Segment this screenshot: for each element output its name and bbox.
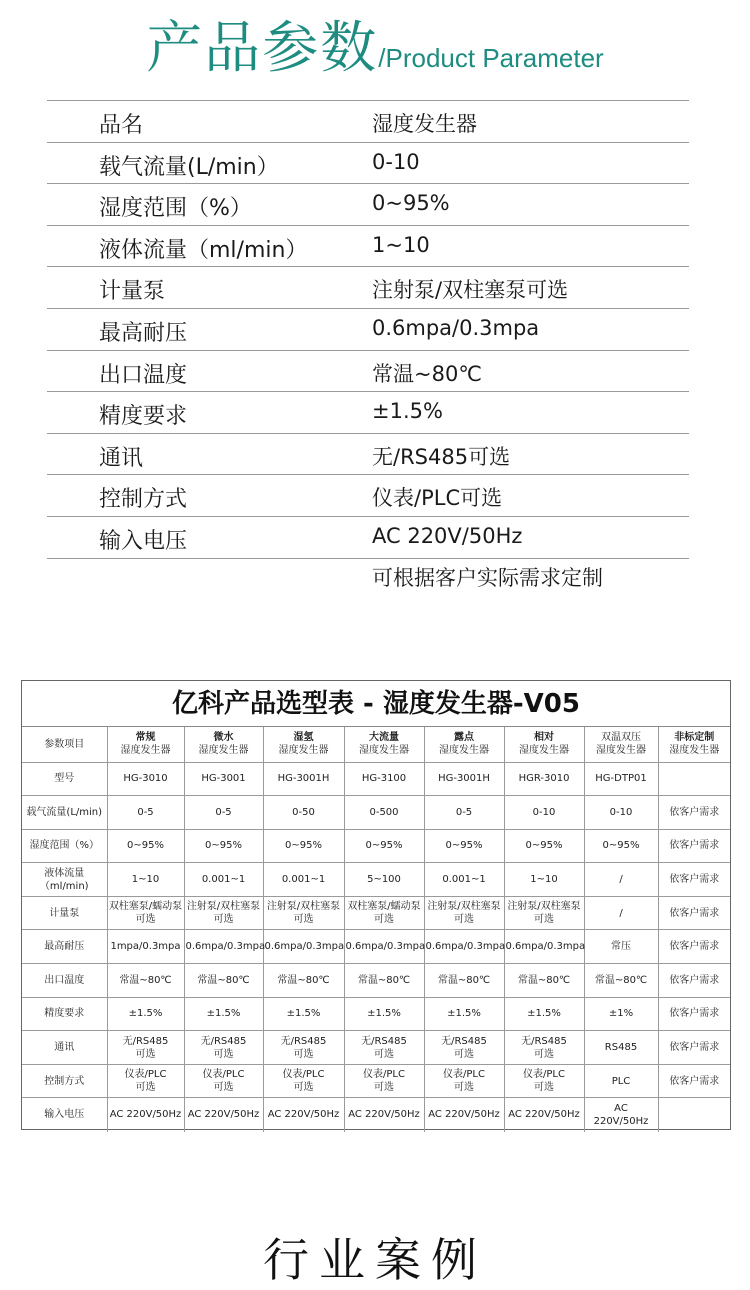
row-label: 精度要求	[22, 997, 107, 1031]
table-cell	[584, 829, 658, 863]
cell-text: 依客户需求	[669, 806, 720, 818]
cell-text: 仪表/PLC	[124, 1069, 167, 1081]
table-column-header	[184, 727, 263, 762]
cell-text: 可选	[213, 1048, 234, 1060]
column-type: 非标定制	[674, 732, 715, 744]
table-row	[22, 1064, 730, 1098]
table-cell	[584, 930, 658, 964]
param-value: 0-10	[372, 149, 420, 174]
table-cell	[658, 930, 730, 964]
table-cell	[504, 997, 584, 1031]
table-cell	[424, 964, 504, 998]
table-column-header	[504, 727, 584, 762]
selection-table-title: 亿科产品选型表 - 湿度发生器-V05	[22, 681, 730, 727]
table-cell	[504, 1064, 584, 1098]
table-cell	[658, 829, 730, 863]
cell-text: HG-3010	[123, 773, 168, 785]
table-cell	[184, 930, 266, 964]
param-value: 常温~80℃	[372, 361, 482, 386]
column-product: 湿度发生器	[439, 745, 489, 757]
cell-text: /	[619, 874, 623, 886]
cell-text: 1~10	[131, 874, 160, 886]
cell-text: ±1.5%	[367, 1008, 401, 1020]
param-row	[47, 183, 689, 225]
cell-text: 无/RS485	[280, 1035, 327, 1047]
table-cell	[504, 930, 584, 964]
table-row	[22, 930, 730, 964]
param-value: 0~95%	[372, 191, 450, 216]
table-cell	[263, 896, 344, 930]
param-key: 载气流量(L/min）	[99, 154, 279, 180]
cell-text: 0.6mpa/0.3mpa	[264, 941, 345, 953]
table-cell	[658, 1098, 730, 1132]
cell-text: 可选	[293, 1082, 314, 1094]
table-cell	[263, 863, 344, 897]
param-value: AC 220V/50Hz	[372, 523, 523, 548]
cell-text: 依客户需求	[669, 1042, 720, 1054]
table-row	[22, 997, 730, 1031]
cell-text: 可选	[534, 914, 554, 926]
param-row	[47, 474, 689, 516]
table-cell	[584, 964, 658, 998]
param-list-bottom-divider	[47, 558, 689, 559]
column-product: 湿度发生器	[519, 745, 569, 757]
cell-text: 可选	[374, 914, 394, 926]
cell-text: 注射泵/双柱塞泵	[266, 901, 341, 913]
cell-text: AC 220V/50Hz	[508, 1109, 580, 1121]
cell-text: 可选	[454, 914, 474, 926]
table-cell	[344, 896, 424, 930]
table-cell	[107, 762, 184, 796]
section-header	[0, 4, 750, 84]
table-cell	[184, 863, 263, 897]
param-row	[47, 308, 689, 350]
column-product: 湿度发生器	[278, 745, 329, 757]
cell-text: ±1.5%	[128, 1008, 163, 1020]
table-column-header	[424, 727, 504, 762]
cell-text: 0-5	[215, 806, 232, 818]
table-cell	[658, 762, 730, 796]
cell-text: 常温~80℃	[437, 974, 491, 986]
table-cell	[658, 796, 730, 830]
cell-text: 仪表/PLC	[523, 1069, 565, 1081]
param-key: 湿度范围（%）	[99, 196, 252, 222]
table-row	[22, 829, 730, 863]
table-cell	[107, 1031, 184, 1065]
column-product: 湿度发生器	[359, 745, 409, 757]
column-product: 湿度发生器	[596, 745, 646, 757]
table-cell	[658, 1064, 730, 1098]
table-cell	[424, 829, 504, 863]
table-cell	[107, 896, 184, 930]
table-cell	[584, 762, 658, 796]
column-type: 湿氢	[293, 732, 314, 744]
cell-text: 依客户需求	[669, 941, 720, 953]
table-cell	[344, 1031, 424, 1065]
cell-text: 0~95%	[445, 840, 483, 852]
table-cell	[184, 829, 263, 863]
table-cell	[424, 1064, 504, 1098]
cell-text: 常温~80℃	[277, 974, 330, 986]
table-cell	[184, 1098, 263, 1132]
table-cell	[658, 1031, 730, 1065]
cell-text: 1mpa/0.3mpa	[110, 941, 181, 953]
param-key: 精度要求	[99, 404, 188, 430]
table-cell	[584, 1031, 658, 1065]
cell-text: 0~95%	[602, 840, 640, 852]
cell-text: 依客户需求	[669, 840, 720, 852]
table-cell	[184, 796, 263, 830]
table-cell	[263, 829, 344, 863]
cell-text: 可选	[534, 1082, 554, 1094]
table-cell	[344, 1064, 424, 1098]
page-title-cn: 产品参数	[146, 16, 379, 81]
selection-table	[22, 727, 730, 1132]
table-column-header	[584, 727, 658, 762]
cell-text: 常压	[611, 941, 631, 953]
column-type: 相对	[534, 732, 554, 744]
cell-text: 可选	[135, 914, 156, 926]
cell-text: AC 220V/50Hz	[348, 1109, 420, 1121]
param-row	[47, 516, 689, 558]
cell-text: 0~95%	[365, 840, 403, 852]
cell-text: 0~95%	[525, 840, 563, 852]
cell-text: 仪表/PLC	[282, 1069, 325, 1081]
table-cell	[107, 829, 184, 863]
table-cell	[107, 1098, 184, 1132]
table-cell	[424, 896, 504, 930]
column-type: 大流量	[369, 732, 399, 744]
cell-text: 依客户需求	[669, 907, 720, 919]
table-row	[22, 964, 730, 998]
table-column-header	[263, 727, 344, 762]
row-label: 计量泵	[22, 896, 107, 930]
table-cell	[584, 863, 658, 897]
column-type: 双温双压	[601, 732, 641, 744]
cell-text: 0.001~1	[281, 874, 326, 886]
table-cell	[344, 863, 424, 897]
param-row	[47, 142, 689, 184]
cell-text: AC 220V/50Hz	[187, 1109, 260, 1121]
param-key: 出口温度	[99, 362, 188, 388]
row-label: 通讯	[22, 1031, 107, 1065]
table-cell	[424, 1031, 504, 1065]
cell-text: ±1.5%	[447, 1008, 481, 1020]
cell-text: 常温~80℃	[517, 974, 571, 986]
cell-text: 1~10	[530, 874, 558, 886]
cell-text: 依客户需求	[669, 1008, 720, 1020]
table-cell	[263, 930, 344, 964]
cell-text: 0-5	[455, 806, 473, 818]
cell-text: 常温~80℃	[119, 974, 172, 986]
table-cell	[584, 796, 658, 830]
param-row	[47, 225, 689, 267]
column-product: 湿度发生器	[669, 745, 720, 757]
table-row	[22, 896, 730, 930]
cell-text: 常温~80℃	[594, 974, 648, 986]
row-label: 控制方式	[22, 1064, 107, 1098]
table-cell	[504, 964, 584, 998]
param-row	[47, 391, 689, 433]
cell-text: 注射泵/双柱塞泵	[507, 901, 581, 913]
param-row	[47, 100, 689, 142]
table-cell	[263, 1064, 344, 1098]
cell-text: 0.001~1	[201, 874, 246, 886]
param-value: 0.6mpa/0.3mpa	[372, 315, 540, 340]
table-cell	[424, 997, 504, 1031]
cell-text: HG-DTP01	[595, 773, 647, 785]
table-cell	[424, 863, 504, 897]
cell-text: 仪表/PLC	[202, 1069, 245, 1081]
cell-text: 可选	[293, 914, 314, 926]
table-cell	[184, 964, 263, 998]
table-cell	[504, 896, 584, 930]
cell-text: 依客户需求	[669, 1075, 720, 1087]
cell-text: PLC	[611, 1075, 631, 1087]
param-value: 无/RS485可选	[372, 444, 511, 469]
cell-text: 注射泵/双柱塞泵	[427, 901, 501, 913]
param-key: 控制方式	[99, 487, 188, 513]
column-type: 露点	[454, 732, 474, 744]
table-cell	[107, 930, 184, 964]
table-cell	[424, 1098, 504, 1132]
param-key: 计量泵	[99, 279, 166, 305]
table-cell	[184, 1031, 263, 1065]
cell-text: 0-10	[532, 806, 556, 818]
row-label: 液体流量（ml/min)	[22, 863, 107, 897]
cell-text: 双柱塞泵/蠕动泵	[108, 901, 183, 913]
cell-text: 仪表/PLC	[443, 1069, 485, 1081]
param-key: 通讯	[99, 445, 144, 471]
cell-text: 可选	[534, 1048, 554, 1060]
table-cell	[584, 997, 658, 1031]
cell-text: ±1.5%	[527, 1008, 561, 1020]
cell-text: AC 220V/50Hz	[428, 1109, 500, 1121]
param-key: 液体流量（ml/min）	[99, 237, 308, 263]
cell-text: 可选	[135, 1048, 156, 1060]
param-value: 仪表/PLC可选	[372, 486, 503, 511]
cell-text: HG-3001H	[277, 773, 330, 785]
cell-text: AC 220V/50Hz	[593, 1102, 649, 1127]
cell-text: RS485	[604, 1042, 638, 1054]
param-value: 1~10	[372, 232, 430, 257]
cell-text: HGR-3010	[518, 773, 570, 785]
cell-text: 无/RS485	[122, 1035, 169, 1047]
table-cell	[263, 1031, 344, 1065]
cell-text: 可选	[374, 1082, 394, 1094]
param-value: 注射泵/双柱塞泵可选	[372, 278, 569, 303]
table-cell	[658, 863, 730, 897]
cell-text: 无/RS485	[521, 1035, 567, 1047]
table-cell	[263, 997, 344, 1031]
table-cell	[107, 796, 184, 830]
table-cell	[107, 997, 184, 1031]
cell-text: 可选	[135, 1082, 156, 1094]
row-label: 出口温度	[22, 964, 107, 998]
customization-note: 可根据客户实际需求定制	[372, 566, 603, 590]
cell-text: 无/RS485	[200, 1035, 247, 1047]
table-cell	[504, 1031, 584, 1065]
table-cell	[107, 863, 184, 897]
cell-text: 常温~80℃	[357, 974, 411, 986]
table-cell	[263, 762, 344, 796]
table-column-header	[107, 727, 184, 762]
param-value: 湿度发生器	[372, 112, 477, 136]
industry-cases-heading: 行业案例	[263, 1233, 487, 1287]
row-label: 型号	[22, 762, 107, 796]
cell-text: 0-500	[369, 806, 399, 818]
cell-text: 0.6mpa/0.3mpa	[425, 941, 506, 953]
cell-text: 0.6mpa/0.3mpa	[505, 941, 586, 953]
cell-text: AC 220V/50Hz	[267, 1109, 340, 1121]
cell-text: 0-50	[292, 806, 315, 818]
table-cell	[584, 1064, 658, 1098]
cell-text: 可选	[454, 1048, 474, 1060]
table-cell	[184, 997, 263, 1031]
table-cell	[107, 1064, 184, 1098]
row-label: 湿度范围（%）	[22, 829, 107, 863]
table-cell	[344, 829, 424, 863]
table-cell	[658, 997, 730, 1031]
table-cell	[584, 896, 658, 930]
table-cell	[504, 863, 584, 897]
table-row	[22, 1098, 730, 1132]
cell-text: 双柱塞泵/蠕动泵	[347, 901, 421, 913]
cell-text: 0.6mpa/0.3mpa	[345, 941, 426, 953]
table-cell	[504, 762, 584, 796]
table-row	[22, 762, 730, 796]
table-cell	[344, 796, 424, 830]
table-cell	[263, 1098, 344, 1132]
cell-text: 无/RS485	[441, 1035, 487, 1047]
cell-text: 可选	[454, 1082, 474, 1094]
cell-text: 0-5	[137, 806, 154, 818]
table-cell	[504, 829, 584, 863]
column-type: 常规	[135, 732, 156, 744]
cell-text: 注射泵/双柱塞泵	[186, 901, 261, 913]
cell-text: /	[619, 907, 623, 919]
cell-text: ±1.5%	[286, 1008, 321, 1020]
table-cell	[184, 1064, 263, 1098]
table-column-header	[658, 727, 730, 762]
column-product: 湿度发生器	[198, 745, 249, 757]
cell-text: 常温~80℃	[197, 974, 250, 986]
table-cell	[658, 964, 730, 998]
cell-text: 可选	[213, 1082, 234, 1094]
table-header-row	[22, 727, 730, 762]
page-title-en: /Product Parameter	[378, 43, 604, 73]
table-cell	[424, 930, 504, 964]
param-value: ±1.5%	[372, 399, 443, 424]
column-type: 微水	[213, 732, 234, 744]
table-column-header	[344, 727, 424, 762]
cell-text: 0~95%	[285, 840, 322, 852]
table-cell	[263, 964, 344, 998]
cell-text: HG-3001	[201, 773, 246, 785]
table-cell	[184, 896, 263, 930]
cell-text: 0.6mpa/0.3mpa	[185, 941, 266, 953]
param-key: 输入电压	[99, 528, 188, 554]
table-cell	[344, 1098, 424, 1132]
table-header-label: 参数项目	[22, 727, 107, 762]
param-row	[47, 433, 689, 475]
row-label: 最高耐压	[22, 930, 107, 964]
row-label: 输入电压	[22, 1098, 107, 1132]
param-key: 品名	[99, 113, 144, 138]
table-row	[22, 1031, 730, 1065]
table-cell	[344, 930, 424, 964]
cell-text: HG-3001H	[438, 773, 490, 785]
cell-text: 0~95%	[127, 840, 164, 852]
cell-text: 5~100	[367, 874, 401, 886]
cell-text: 依客户需求	[669, 974, 720, 986]
cell-text: 0~95%	[205, 840, 242, 852]
table-cell	[424, 796, 504, 830]
cell-text: 0.001~1	[442, 874, 486, 886]
param-key: 最高耐压	[99, 320, 188, 346]
row-label: 载气流量(L/min)	[22, 796, 107, 830]
table-cell	[584, 1098, 658, 1132]
table-cell	[504, 1098, 584, 1132]
cell-text: ±1%	[608, 1008, 634, 1020]
cell-text: 可选	[213, 914, 234, 926]
table-cell	[344, 964, 424, 998]
cell-text: 无/RS485	[361, 1035, 407, 1047]
cell-text: 可选	[374, 1048, 394, 1060]
table-cell	[107, 964, 184, 998]
cell-text: 可选	[293, 1048, 314, 1060]
table-cell	[184, 762, 263, 796]
cell-text: 依客户需求	[669, 874, 720, 886]
cell-text: ±1.5%	[206, 1008, 241, 1020]
parameter-list	[47, 100, 689, 559]
table-row	[22, 863, 730, 897]
column-product: 湿度发生器	[120, 745, 171, 757]
table-cell	[424, 762, 504, 796]
table-cell	[504, 796, 584, 830]
param-row	[47, 266, 689, 308]
table-cell	[344, 997, 424, 1031]
cell-text: 0-10	[609, 806, 633, 818]
table-cell	[263, 796, 344, 830]
cell-text: AC 220V/50Hz	[109, 1109, 182, 1121]
selection-table-container	[21, 680, 731, 1130]
table-cell	[658, 896, 730, 930]
table-row	[22, 796, 730, 830]
cell-text: HG-3100	[361, 773, 407, 785]
param-row	[47, 350, 689, 392]
table-cell	[344, 762, 424, 796]
cell-text: 仪表/PLC	[363, 1069, 405, 1081]
